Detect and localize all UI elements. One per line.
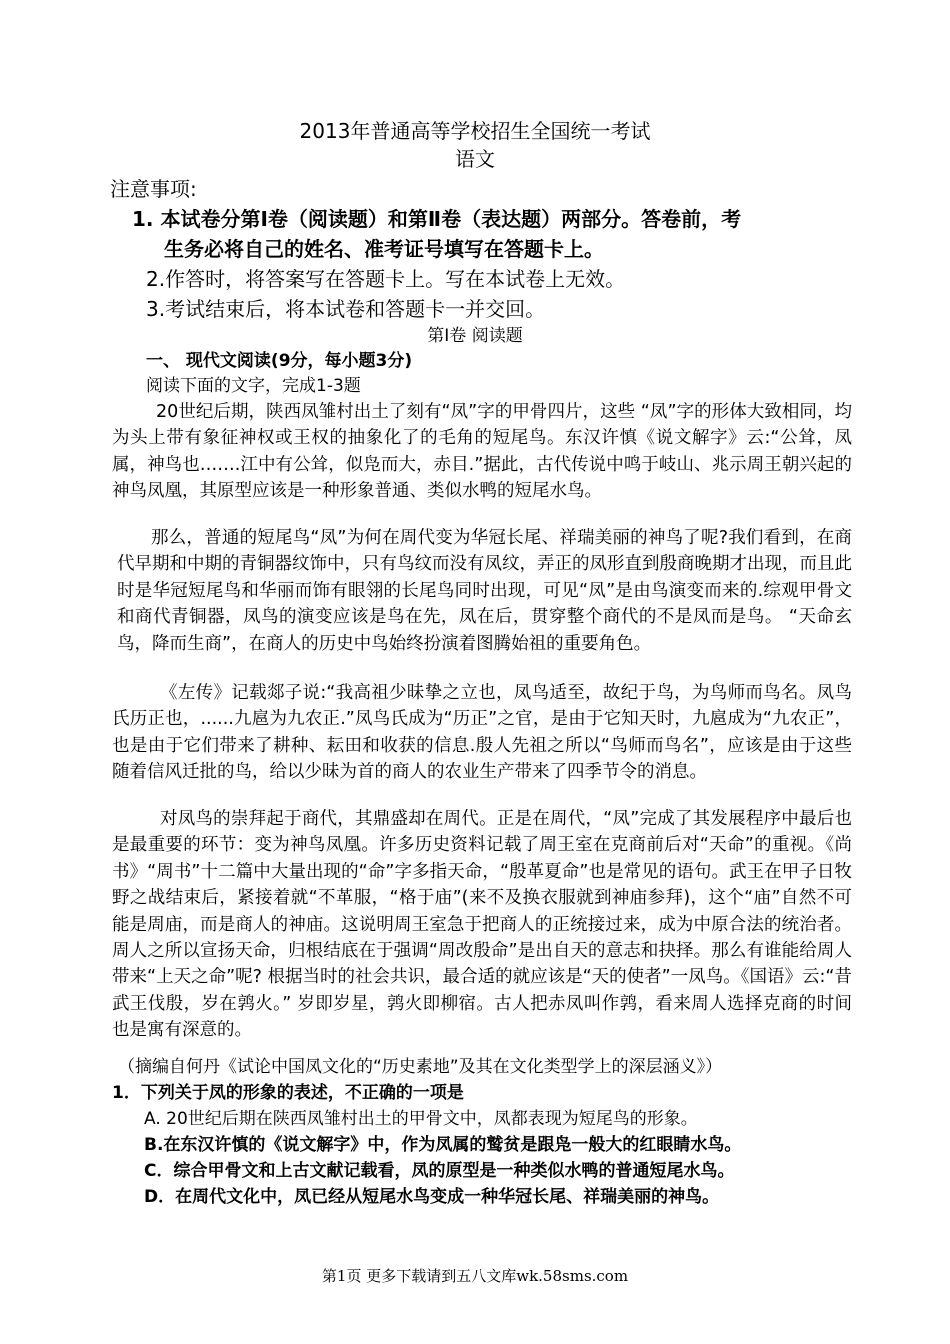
question-1-option-c: C．综合甲骨文和上古文献记载看，凤的原型是一种类似水鸭的普通短尾水鸟。 [144,1161,735,1181]
question-1-option-d: D．在周代文化中，凤已经从短尾水鸟变成一种华冠长尾、祥瑞美丽的神鸟。 [144,1187,720,1207]
exam-title: 2013年普通高等学校招生全国统一考试 [299,119,651,143]
notice-item-1-line-2: 生务必将自己的姓名、准考证号填写在答题卡上。 [164,237,604,261]
notice-item-3: 3.考试结束后，将本试卷和答题卡一并交回。 [146,297,546,321]
question-1-stem: 1．下列关于凤的形象的表述，不正确的一项是 [112,1083,464,1103]
reading-instruction: 阅读下面的文字，完成1-3题 [146,376,361,396]
question-1-option-a: A. 20世纪后期在陕西凤雏村出土的甲骨文中，凤都表现为短尾鸟的形象。 [144,1109,698,1129]
exam-subject: 语文 [455,147,495,171]
passage-text-1: 20世纪后期，陕西凤雏村出土了刻有“凤”字的甲骨四片，这些 “凤”字的形体大致相同，均为头上带有象征神权或王权的抽象化了的毛角的短尾鸟。东汉许慎《说文解字》云:“公耸，凤属，神鸟也…….江中有公耸，似凫而大，赤目.”据此，古代传说中鸣于岐山、兆示周王朝兴起的神鸟凤凰，其原型应该是一种形象普通、类似水鸭的短尾水鸟。 [112,402,852,502]
question-1-option-b: B.在东汉许慎的《说文解字》中，作为凤属的鹫贫是跟凫一般大的红眼睛水鸟。 [144,1135,742,1155]
page-footer: 第1页 更多下载请到五八文库wk.58sms.com [321,1267,629,1285]
notice-heading: 注意事项: [110,177,197,201]
passage-paragraph-3 [112,680,852,786]
passage-text-3: 《左传》记载郯子说:“我高祖少昧挚之立也，凤鸟适至，故纪于鸟，为鸟师而鸟名。凤鸟氏历正也，......九扈为九农正.”凤鸟氏成为“历正”之官，是由于它知天时，九扈成为“九农正”，也是由于它们带来了耕种、耘田和收获的信息.殷人先祖之所以“鸟师而鸟名”，应该是由于这些随着信风迁批的鸟，给以少昧为首的商人的农业生产带来了四季节令的消息。 [112,683,852,783]
notice-item-2: 2.作答时，将答案写在答题卡上。写在本试卷上无效。 [146,267,626,291]
passage-source: （摘编自何丹《试论中国凤文化的“历史素地”及其在文化类型学上的深层涵义》） [118,1057,723,1077]
passage-paragraph-1 [112,399,852,505]
notice-item-1-line-1: 1. 本试卷分第Ⅰ卷（阅读题）和第Ⅱ卷（表达题）两部分。答卷前，考 [132,207,742,231]
passage-paragraph-4 [112,806,852,1044]
section-title: 一、 现代文阅读(9分，每小题3分) [146,351,413,371]
part1-heading: 第Ⅰ卷 阅读题 [427,326,523,346]
passage-text-2: 那么，普通的短尾鸟“凤”为何在周代变为华冠长尾、祥瑞美丽的神鸟了呢?我们看到，在商代早期和中期的青铜器纹饰中，只有鸟纹而没有凤纹，弄正的凤形直到殷商晚期才出现，而且此时是华冠短尾鸟和华丽而饰有眼翎的长尾鸟同时出现，可见“凤”是由鸟演变而来的.综观甲骨文和商代青铜器，凤鸟的演变应该是鸟在先，凤在后，贯穿整个商代的不是凤而是鸟。 “天命玄鸟，降而生商”，在商人的历史中鸟始终扮演着图腾始祖的重要角色。 [117,528,852,654]
passage-paragraph-2 [117,525,852,657]
passage-text-4: 对凤鸟的崇拜起于商代，其鼎盛却在周代。正是在周代，“凤”完成了其发展程序中最后也是最重要的环节：变为神鸟凤凰。许多历史资料记载了周王室在克商前后对“天命”的重视。《尚书》“周书”十二篇中大量出现的“命”字多指天命，“殷革夏命”也是常见的语句。武王在甲子日牧野之战结束后，紧接着就“不革服，“格于庙”(来不及换衣服就到神庙参拜)，这个“庙”自然不可能是周庙，而是商人的神庙。这说明周王室急于把商人的正统接过来，成为中原合法的统治者。周人之所以宣扬天命，归根结底在于强调“周改殷命”是出自天的意志和抉择。那么有谁能给周人带来“上天之命”呢? 根据当时的社会共识，最合适的就应该是“天的使者”一凤鸟。《国语》云:“昔武王伐殷，岁在鹑火。” 岁即岁星，鹑火即柳宿。古人把赤凤叫作鹑，看来周人选择克商的时间也是寓有深意的。 [112,809,852,1041]
